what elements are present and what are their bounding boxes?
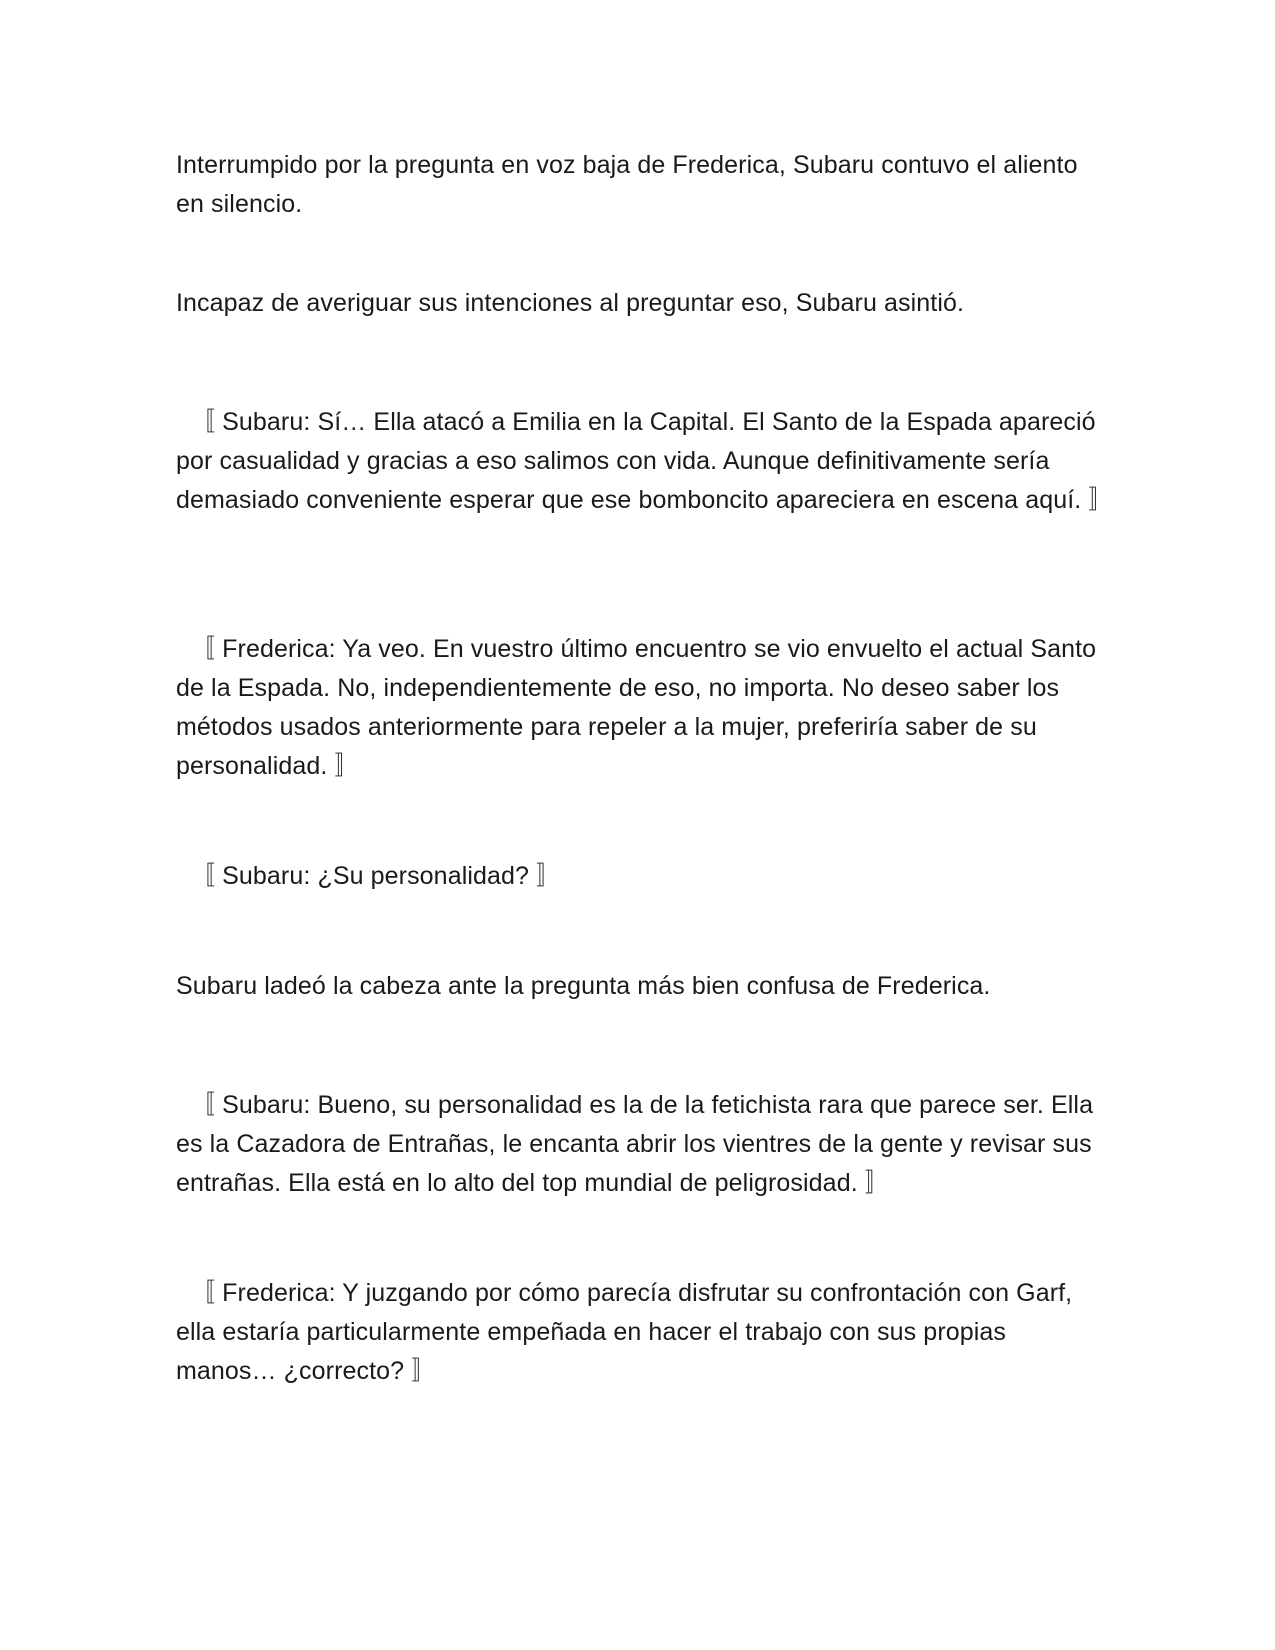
- paragraph-narration-2: Incapaz de averiguar sus intenciones al preguntar eso, Subaru asintió.: [176, 289, 965, 317]
- paragraph-dialogue-subaru-2: 〚 Subaru: ¿Su personalidad? 〛: [190, 862, 562, 890]
- paragraph-dialogue-frederica-1: 〚 Frederica: Ya veo. En vuestro último encuentro se vio envuelto el actual Santo de la Espada. No, independientemente de eso, no importa. No deseo saber los métodos usados anteriormente para repeler a la mujer, preferiría saber de su personalidad. 〛: [176, 635, 1097, 780]
- paragraph-dialogue-frederica-2: 〚 Frederica: Y juzgando por cómo parecía disfrutar su confrontación con Garf, ella estaría particularmente empeñada en hacer el trabajo con sus propias manos… ¿correcto? 〛: [176, 1279, 1073, 1385]
- paragraph-dialogue-subaru-3: 〚 Subaru: Bueno, su personalidad es la de la fetichista rara que parece ser. Ella es la Cazadora de Entrañas, le encanta abrir los vientres de la gente y revisar sus entrañas. Ella está en lo alto del top mundial de peligrosidad. 〛: [176, 1091, 1094, 1197]
- paragraph-narration-1: Interrumpido por la pregunta en voz baja de Frederica, Subaru contuvo el aliento en silencio.: [176, 151, 1078, 218]
- paragraph-dialogue-subaru-1: 〚 Subaru: Sí… Ella atacó a Emilia en la Capital. El Santo de la Espada apareció por casualidad y gracias a eso salimos con vida. Aunque definitivamente sería demasiado conveniente esperar que ese bomboncito apareciera en escena aquí. 〛: [176, 408, 1114, 514]
- paragraph-narration-3: Subaru ladeó la cabeza ante la pregunta más bien confusa de Frederica.: [176, 972, 991, 1000]
